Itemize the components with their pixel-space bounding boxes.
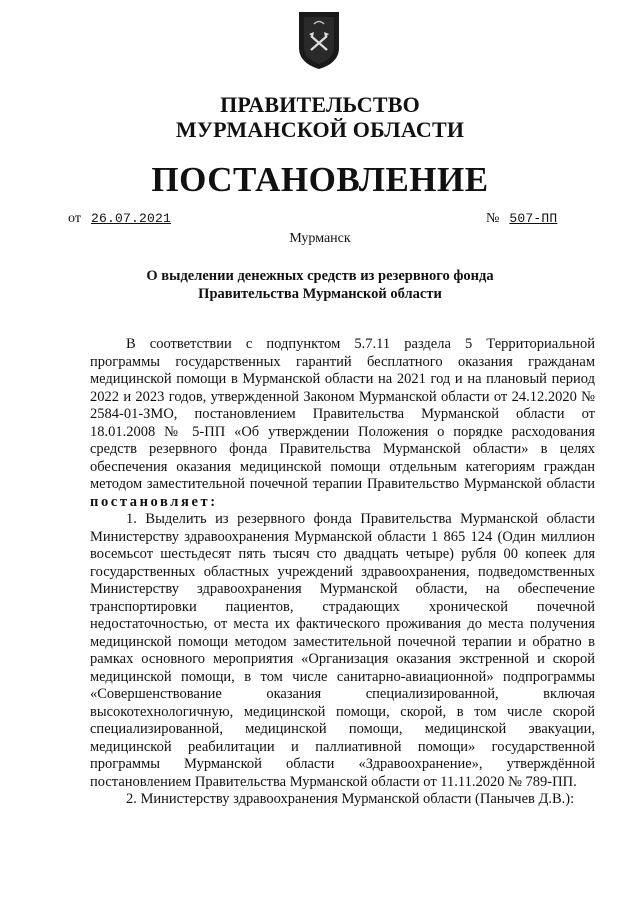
date-field: [68, 211, 171, 227]
government-title-line2: МУРМАНСКОЙ ОБЛАСТИ: [175, 117, 465, 142]
document-type-title: ПОСТАНОВЛЕНИЕ: [151, 160, 489, 199]
government-title: [0, 92, 640, 142]
paragraph-item-1: 1. Выделить из резервного фонда Правительства Мурманской области Министерству здравоохранения Мурманской области 1 865 124 (Один миллион восемьсот шестьдесят пять тысяч сто двадцать четыре) рубля 00 копеек для государственных областных учреждений здравоохранения, подведомственных Министерству здравоохранения Мурманской области, на обеспечение транспортировки пациентов, страдающих хронической почечной недостаточностью, от места их фактического проживания до места получения медицинской помощи методом заместительной почечной терапии и обратно в рамках основного мероприятия «Организация оказания экстренной и скорой медицинской помощи, в том числе санитарно-авиационной» подпрограммы «Совершенствование оказания специализированной, включая высокотехнологичную, медицинской помощи, скорой, в том числе скорой специализированной, медицинской помощи, медицинской эвакуации, медицинской реабилитации и паллиативной помощи» государственной программы Мурманской области «Здравоохранение», утверждённой постановлением Правительства Мурманской области от 11.11.2020 № 789-ПП.: [90, 511, 595, 790]
date-prefix: от: [68, 211, 81, 226]
city-name: Мурманск: [289, 231, 351, 246]
government-title-line1: ПРАВИТЕЛЬСТВО: [220, 92, 420, 117]
paragraph-item-2: 2. Министерству здравоохранения Мурманской области (Панычев Д.В.):: [126, 791, 575, 807]
decree-word: постановляет:: [90, 493, 218, 510]
coat-of-arms-icon: [297, 10, 341, 70]
number-field: [486, 211, 557, 227]
paragraph-preamble: [90, 336, 595, 511]
document-body: [90, 336, 595, 809]
number-value: 507-ПП: [509, 211, 558, 226]
subject-line2: Правительства Мурманской области: [198, 286, 442, 302]
subject-heading: [90, 267, 550, 303]
date-value: 26.07.2021: [90, 211, 171, 226]
preamble-text: В соответствии с подпунктом 5.7.11 раздела 5 Территориальной программы государственных гарантий бесплатного оказания гражданам медицинской помощи в Мурманской области на 2021 год и на плановый период 2022 и 2023 годов, утвержденной Законом Мурманской области от 24.12.2020 № 2584-01-ЗМО, постановлением Правительства Мурманской области от 18.01.2008 № 5-ПП «Об утверждении Положения о порядке расходования средств резервного фонда Правительства Мурманской области» в целях обеспечения оказания медицинской помощи отдельным категориям граждан методом заместительной почечной терапии Правительство Мурманской области: [90, 336, 595, 492]
subject-line1: О выделении денежных средств из резервного фонда: [146, 268, 494, 284]
number-prefix: №: [486, 211, 500, 226]
